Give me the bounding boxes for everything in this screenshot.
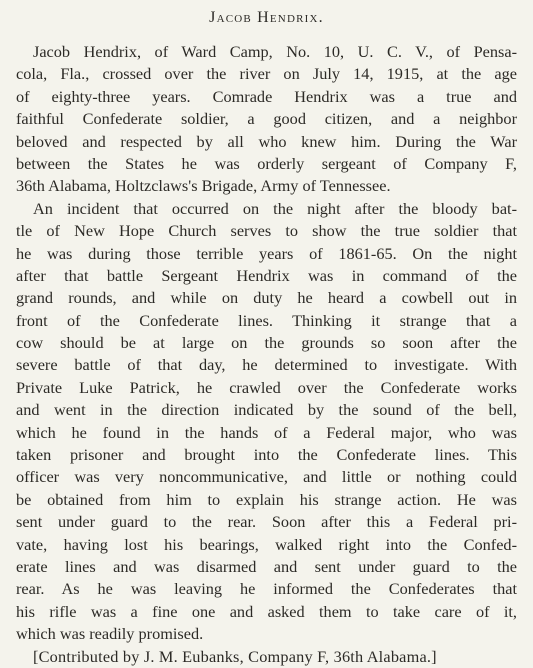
article-body [16, 41, 517, 668]
text-line: front of the Confederate lines. Thinking it strange that a [16, 310, 517, 330]
text-line: An incident that occurred on the night after the bloody bat- [33, 198, 517, 218]
text-line: sent under guard to the rear. Soon after this a Federal pri- [16, 512, 517, 532]
paragraph-2 [16, 198, 517, 646]
text-line: grand rounds, and while on duty he heard a cowbell out in [16, 288, 517, 308]
text-line: Jacob Hendrix, of Ward Camp, No. 10, U. C. V., of Pensa- [33, 42, 517, 61]
paragraph-1 [16, 41, 517, 198]
text-line: cola, Fla., crossed over the river on July 14, 1915, at the age [16, 64, 517, 84]
text-line: rear. As he was leaving he informed the Confederates that [16, 579, 517, 599]
text-line: he was during those terrible years of 1861-65. On the night [16, 243, 517, 263]
text-line: which he found in the hands of a Federal major, who was [16, 422, 517, 442]
text-line: tle of New Hope Church serves to show the true soldier that [16, 221, 517, 241]
text-line: vate, having lost his bearings, walked right into the Confed- [16, 534, 517, 554]
text-line: beloved and respected by all who knew him. During the War [16, 131, 517, 151]
text-line: be obtained from him to explain his strange action. He was [16, 489, 517, 509]
text-line: officer was very noncommunicative, and little or nothing could [16, 467, 517, 487]
text-line: his rifle was a fine one and asked them to take care of it, [16, 601, 517, 621]
article-title: Jacob Hendrix. [209, 9, 324, 26]
text-line: severe battle of that day, he determined to investigate. With [16, 355, 517, 375]
text-line: between the States he was orderly sergeant of Company F, [16, 153, 517, 173]
text-line: and went in the direction indicated by the sound of the bell, [16, 400, 517, 420]
text-line: after that battle Sergeant Hendrix was in command of the [16, 265, 517, 285]
text-line: erate lines and was disarmed and sent under guard to the [16, 556, 517, 576]
text-line: Private Luke Patrick, he crawled over the Confederate works [16, 377, 517, 397]
text-line: faithful Confederate soldier, a good citizen, and a neighbor [16, 109, 517, 129]
contributor-credit: [Contributed by J. M. Eubanks, Company F, 36th Alabama.] [33, 646, 437, 666]
text-line: 36th Alabama, Holtzclaws's Brigade, Army of Tennessee. [16, 176, 391, 196]
text-line: cow should be at large on the grounds so soon after the [16, 333, 517, 353]
text-line: taken prisoner and brought into the Confederate lines. This [16, 445, 517, 465]
text-line: of eighty-three years. Comrade Hendrix was a true and [16, 86, 517, 106]
text-line: which was readily promised. [16, 624, 204, 644]
